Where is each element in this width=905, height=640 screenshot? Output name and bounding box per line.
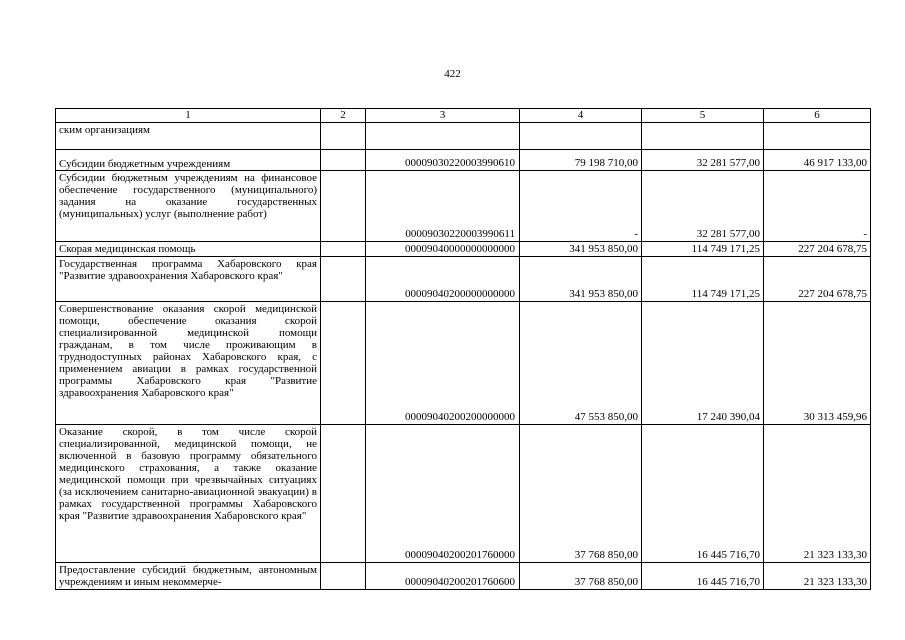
row-value-col6: - (764, 171, 871, 242)
row-code: 00009040000000000000 (366, 242, 520, 257)
row-value-col5: 114 749 171,25 (642, 257, 764, 302)
row-code: 00009040200201760000 (366, 425, 520, 563)
row-value-col5 (642, 123, 764, 150)
page-number: 422 (444, 68, 461, 80)
row-code: 00009040200201760600 (366, 563, 520, 590)
row-code: 00009030220003990610 (366, 150, 520, 171)
column-header: 1 (56, 109, 321, 123)
row-value-col4: 341 953 850,00 (520, 242, 642, 257)
column-header: 2 (321, 109, 366, 123)
table-row (56, 563, 871, 590)
table-row (56, 150, 871, 171)
row-value-col6: 227 204 678,75 (764, 257, 871, 302)
row-name: Скорая медицинская помощь (56, 242, 321, 257)
row-value-col4: 37 768 850,00 (520, 425, 642, 563)
row-value-col5: 17 240 390,04 (642, 302, 764, 425)
row-name: Совершенствование оказания скорой медицинской помощи, обеспечение оказания скорой специализированной медицинской помощи гражданам, в том числе проживающим в труднодоступных районах Хабаровского края, с применением авиации в рамках государственной программы Хабаровского края "Развитие здравоохранения Хабаровского края" (56, 302, 321, 425)
row-value-col5: 114 749 171,25 (642, 242, 764, 257)
row-name: Субсидии бюджетным учреждениям на финансовое обеспечение государственного (муниципального) задания на оказание государственных (муниципальных) услуг (выполнение работ) (56, 171, 321, 242)
row-col2 (321, 150, 366, 171)
row-value-col6: 227 204 678,75 (764, 242, 871, 257)
row-name: Субсидии бюджетным учреждениям (56, 150, 321, 171)
row-value-col4 (520, 123, 642, 150)
row-value-col6 (764, 123, 871, 150)
budget-table (55, 108, 871, 590)
row-name: Предоставление субсидий бюджетным, автономным учреждениям и иным некоммерче- (56, 563, 321, 590)
row-value-col6: 30 313 459,96 (764, 302, 871, 425)
table-row (56, 257, 871, 302)
row-name: ским организациям (56, 123, 321, 150)
row-value-col4: 79 198 710,00 (520, 150, 642, 171)
row-value-col5: 32 281 577,00 (642, 150, 764, 171)
row-value-col4: - (520, 171, 642, 242)
row-value-col5: 16 445 716,70 (642, 563, 764, 590)
row-value-col6: 46 917 133,00 (764, 150, 871, 171)
row-code: 00009040200000000000 (366, 257, 520, 302)
row-col2 (321, 171, 366, 242)
row-col2 (321, 425, 366, 563)
row-value-col4: 37 768 850,00 (520, 563, 642, 590)
row-col2 (321, 242, 366, 257)
row-col2 (321, 257, 366, 302)
row-name: Государственная программа Хабаровского края "Развитие здравоохранения Хабаровского края" (56, 257, 321, 302)
row-code: 00009030220003990611 (366, 171, 520, 242)
table-header-row (56, 109, 871, 123)
column-header: 5 (642, 109, 764, 123)
column-header: 3 (366, 109, 520, 123)
table-row (56, 123, 871, 150)
row-name: Оказание скорой, в том числе скорой специализированной, медицинской помощи, не включенной в базовую программу обязательного медицинского страхования, а также оказание медицинской помощи при чрезвычайных ситуациях (за исключением санитарно-авиационной эвакуации) в рамках государственной программы Хабаровского края "Развитие здравоохранения Хабаровского края" (56, 425, 321, 563)
row-col2 (321, 563, 366, 590)
column-header: 4 (520, 109, 642, 123)
row-value-col5: 16 445 716,70 (642, 425, 764, 563)
row-value-col5: 32 281 577,00 (642, 171, 764, 242)
column-header: 6 (764, 109, 871, 123)
table-row (56, 242, 871, 257)
row-value-col6: 21 323 133,30 (764, 425, 871, 563)
row-value-col4: 47 553 850,00 (520, 302, 642, 425)
table-row (56, 171, 871, 242)
row-code: 00009040200200000000 (366, 302, 520, 425)
row-value-col4: 341 953 850,00 (520, 257, 642, 302)
row-col2 (321, 302, 366, 425)
table-row (56, 425, 871, 563)
row-code (366, 123, 520, 150)
row-col2 (321, 123, 366, 150)
table-row (56, 302, 871, 425)
row-value-col6: 21 323 133,30 (764, 563, 871, 590)
